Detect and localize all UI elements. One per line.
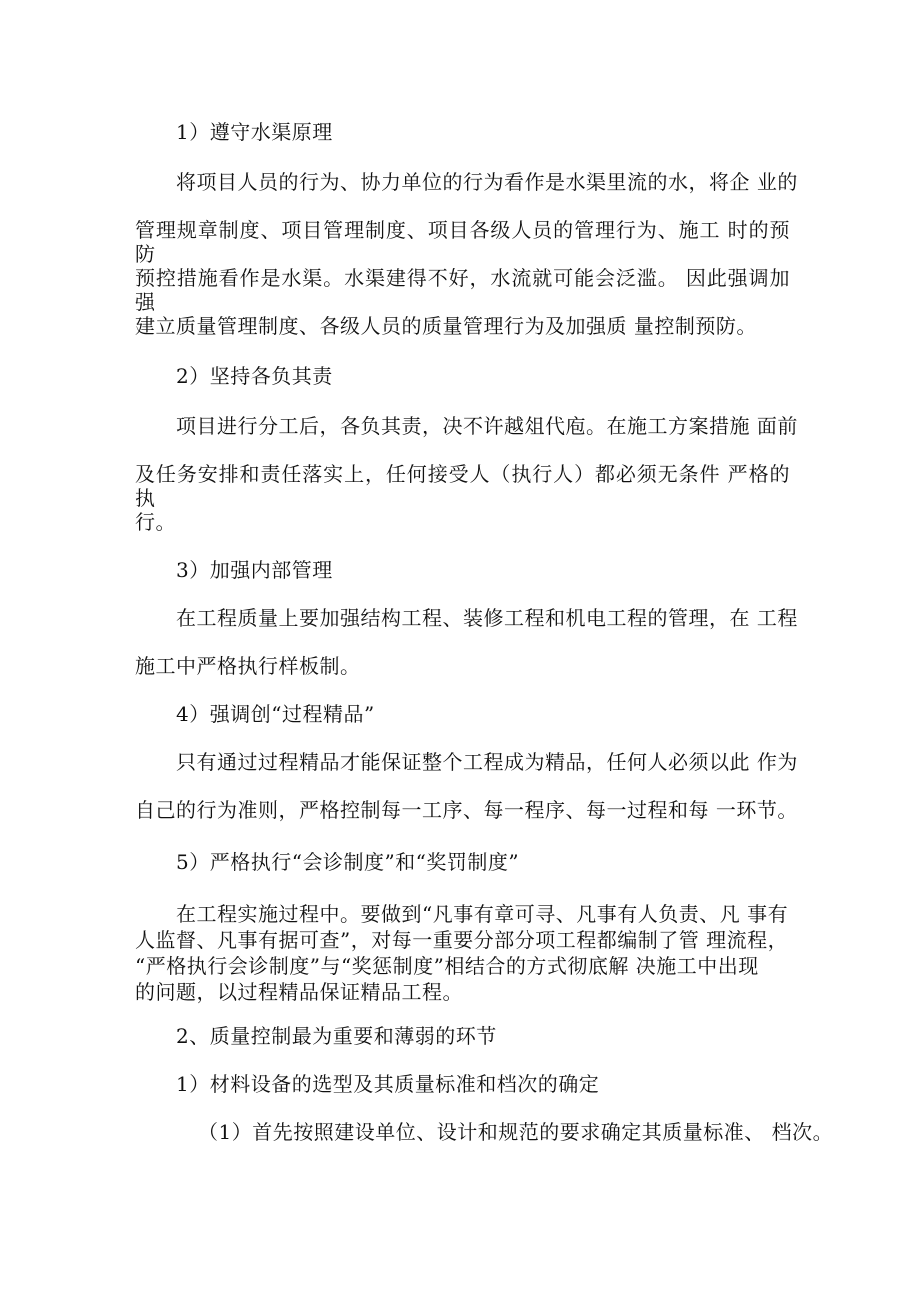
paragraph-5-line-4: 的问题，以过程精品保证精品工程。 [135,980,463,1004]
heading-4: 4）强调创“过程精品” [176,702,375,726]
paragraph-1-line-3: 预控措施看作是水渠。水渠建得不好，水流就可能会泛滥。 因此强调加强 [135,266,790,314]
paragraph-5-line-2: 人监督、凡事有据可查”，对每一重要分部分项工程都编制了管 理流程， [135,928,789,952]
paragraph-5-line-3: “严格执行会诊制度”与“奖惩制度”相结合的方式彻底解 决施工中出现 [135,954,759,978]
paragraph-3-line-2: 施工中严格执行样板制。 [135,654,361,678]
subheading-1: 1）材料设备的选型及其质量标准和档次的确定 [176,1072,600,1096]
section-heading: 2、质量控制最为重要和薄弱的环节 [176,1024,497,1048]
paragraph-4-line-2: 自己的行为准则，严格控制每一工序、每一程序、每一过程和每 一环节。 [135,798,798,822]
paragraph-2-line-2: 及任务安排和责任落实上，任何接受人（执行人）都必须无条件 严格的执 [135,462,790,510]
paragraph-1-line-1: 将项目人员的行为、协力单位的行为看作是水渠里流的水，将企 业的 [176,170,798,194]
heading-5: 5）严格执行“会诊制度”和“奖罚制度” [176,850,520,874]
paragraph-2-line-3: 行。 [135,510,176,534]
paragraph-2-line-1: 项目进行分工后，各负其责，决不许越俎代庖。在施工方案措施 面前 [176,414,798,438]
paragraph-1-line-4: 建立质量管理制度、各级人员的质量管理行为及加强质 量控制预防。 [135,314,757,338]
heading-1: 1）遵守水渠原理 [176,120,333,144]
heading-2: 2）坚持各负其责 [176,364,333,388]
heading-3: 3）加强内部管理 [176,558,333,582]
item-1: （1）首先按照建设单位、设计和规范的要求确定其质量标准、 档次。 [198,1120,834,1144]
paragraph-5-line-1: 在工程实施过程中。要做到“凡事有章可寻、凡事有人负责、凡 事有 [176,902,789,926]
paragraph-4-line-1: 只有通过过程精品才能保证整个工程成为精品，任何人必须以此 作为 [176,750,798,774]
paragraph-1-line-2: 管理规章制度、项目管理制度、项目各级人员的管理行为、施工 时的预防 [135,218,790,266]
paragraph-3-line-1: 在工程质量上要加强结构工程、装修工程和机电工程的管理，在 工程 [176,606,798,630]
